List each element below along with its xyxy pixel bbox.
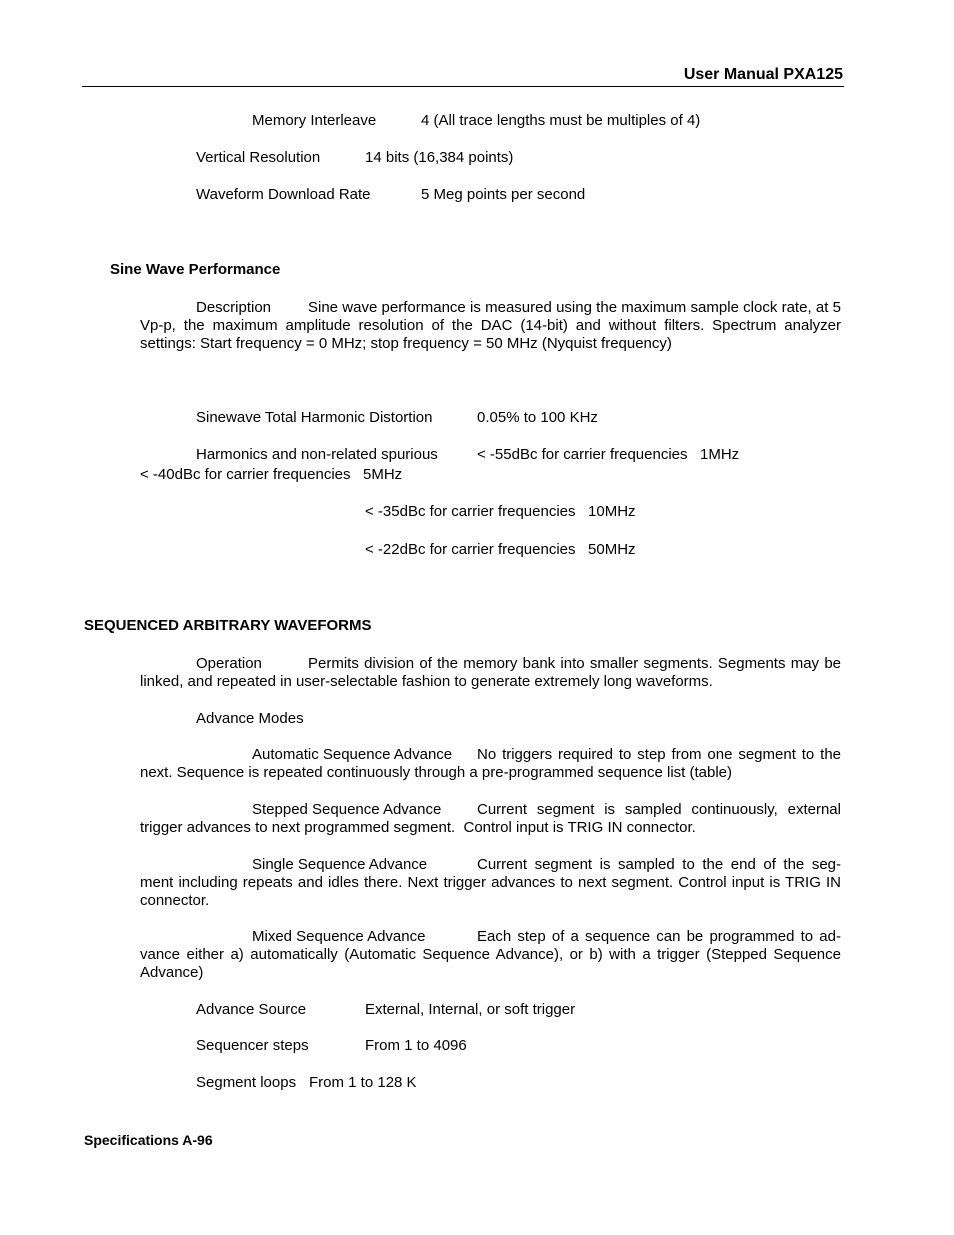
single-advance-rest: ment including repeats and idles there. Next trigger advances to next segment. Control input is TRIG IN connector. <box>140 874 841 909</box>
spec-label-download-rate: Waveform Download Rate <box>196 186 371 203</box>
single-advance-label: Single Sequence Advance <box>252 856 428 873</box>
single-advance-paragraph <box>140 856 841 910</box>
advance-modes-label: Advance Modes <box>196 710 304 727</box>
auto-advance-paragraph <box>140 746 841 782</box>
harmonics-value-50mhz: < -22dBc for carrier frequencies 50MHz <box>365 541 636 558</box>
harmonics-label: Harmonics and non-related spurious <box>196 446 438 463</box>
mixed-advance-label: Mixed Sequence Advance <box>252 928 426 945</box>
sine-description-paragraph <box>140 299 841 353</box>
section-heading-sine-wave: Sine Wave Performance <box>110 261 281 278</box>
stepped-advance-line1: Current segment is sampled continuously, external <box>477 801 841 818</box>
single-advance-line1: Current segment is sampled to the end of the seg- <box>477 856 841 873</box>
stepped-advance-rest: trigger advances to next programmed segment. Control input is TRIG IN connector. <box>140 819 696 836</box>
description-label: Description <box>196 299 272 316</box>
segment-loops-value: From 1 to 128 K <box>309 1074 417 1091</box>
stepped-advance-label: Stepped Sequence Advance <box>252 801 442 818</box>
stepped-advance-paragraph <box>140 801 841 837</box>
spec-label-vertical-resolution: Vertical Resolution <box>196 149 321 166</box>
spec-value-vertical-resolution: 14 bits (16,384 points) <box>365 149 514 166</box>
spec-value-download-rate: 5 Meg points per second <box>421 186 586 203</box>
spec-value-memory-interleave: 4 (All trace lengths must be multiples of 4) <box>421 112 701 129</box>
description-rest: at 5 Vp-p, the maximum amplitude resolution of the DAC (14-bit) and without filters. Spectrum analyzer settings: Start frequency = 0 MHz; stop frequency = 50 MHz (Nyquist frequency) <box>140 299 841 352</box>
operation-label: Operation <box>196 655 262 672</box>
mixed-advance-line1: Each step of a sequence can be programmed to ad- <box>477 928 841 945</box>
harmonics-value-5mhz: < -40dBc for carrier frequencies 5MHz <box>140 466 403 483</box>
section-heading-sequenced: SEQUENCED ARBITRARY WAVEFORMS <box>84 617 372 634</box>
operation-paragraph <box>140 655 841 691</box>
auto-advance-line1: No triggers required to step from one segment to the <box>477 746 841 763</box>
thd-label: Sinewave Total Harmonic Distortion <box>196 409 433 426</box>
auto-advance-rest: next. Sequence is repeated continuously through a pre-programmed sequence list (table) <box>140 764 733 781</box>
mixed-advance-rest: vance either a) automatically (Automatic Sequence Advance), or b) with a trigger (Stepped Sequence Advance) <box>140 946 841 981</box>
harmonics-value-1mhz: < -55dBc for carrier frequencies 1MHz <box>477 446 740 463</box>
mixed-advance-paragraph <box>140 928 841 982</box>
sequencer-steps-value: From 1 to 4096 <box>365 1037 467 1054</box>
harmonics-value-10mhz: < -35dBc for carrier frequencies 10MHz <box>365 503 636 520</box>
operation-rest: be linked, and repeated in user-selectable fashion to generate extremely long waveforms. <box>140 655 841 690</box>
advance-source-label: Advance Source <box>196 1001 307 1018</box>
auto-advance-label: Automatic Sequence Advance <box>252 746 453 763</box>
thd-value: 0.05% to 100 KHz <box>477 409 598 426</box>
header-rule <box>82 86 844 87</box>
description-line1: Sine wave performance is measured using the maximum sample clock rate, <box>308 299 812 316</box>
segment-loops-label: Segment loops <box>196 1074 297 1091</box>
page-header-title: User Manual PXA125 <box>683 66 843 83</box>
advance-source-value: External, Internal, or soft trigger <box>365 1001 576 1018</box>
operation-line1: Permits division of the memory bank into smaller segments. Segments may <box>308 655 820 672</box>
sequencer-steps-label: Sequencer steps <box>196 1037 309 1054</box>
spec-label-memory-interleave: Memory Interleave <box>252 112 377 129</box>
page-footer: Specifications A-96 <box>84 1132 213 1148</box>
